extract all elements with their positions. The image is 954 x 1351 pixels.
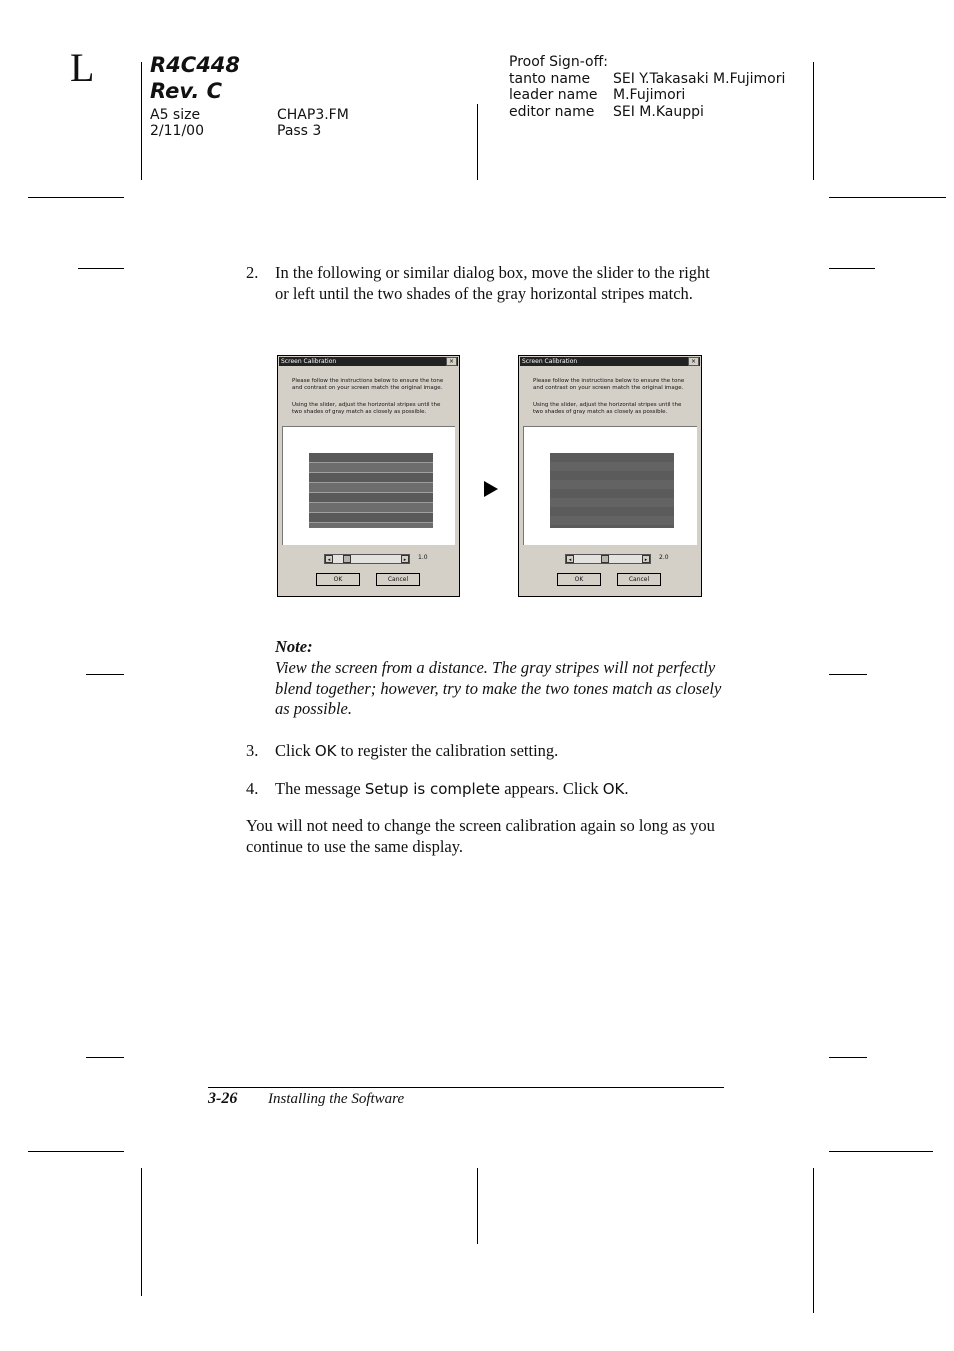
calibration-slider[interactable]	[565, 554, 651, 564]
pass-label: Pass 3	[277, 123, 322, 139]
crop-line	[78, 268, 124, 269]
crop-line	[829, 1057, 867, 1058]
slider-left-arrow-icon[interactable]: ◂	[566, 555, 574, 563]
crop-line	[28, 197, 124, 198]
product-code: R4C448	[150, 53, 241, 77]
crop-line	[141, 1168, 142, 1296]
page-side-mark: L	[70, 45, 95, 90]
crop-line	[477, 104, 478, 180]
cancel-button[interactable]: Cancel	[376, 573, 420, 586]
text-run: Click	[275, 741, 315, 760]
signoff-label: tanto name	[509, 71, 591, 87]
calibration-slider[interactable]	[324, 554, 410, 564]
signoff-title: Proof Sign-off:	[509, 54, 608, 70]
crop-line	[28, 1151, 124, 1152]
page-number: 3-26	[208, 1090, 238, 1107]
ui-term: OK	[314, 742, 337, 760]
striped-image	[309, 453, 433, 528]
chapter-title: Installing the Software	[268, 1091, 405, 1107]
step-number: 3.	[246, 741, 259, 760]
signoff-value: SEI Y.Takasaki M.Fujimori	[613, 71, 786, 87]
crop-line	[829, 268, 875, 269]
dialog-instruction: Using the slider, adjust the horizontal stripes until the two shades of gray match as closely as possible.	[533, 402, 682, 415]
ok-button[interactable]: OK	[316, 573, 360, 586]
ok-button[interactable]: OK	[557, 573, 601, 586]
calibration-dialog-before	[277, 355, 460, 597]
file-label: CHAP3.FM	[277, 107, 349, 123]
calibration-dialog-after	[518, 355, 702, 597]
crop-line	[829, 1151, 933, 1152]
signoff-value: M.Fujimori	[613, 87, 686, 103]
crop-line	[86, 674, 124, 675]
slider-right-arrow-icon[interactable]: ▸	[401, 555, 409, 563]
dialog-instruction: Please follow the instructions below to ensure the tone and contrast on your screen match the original image.	[292, 378, 444, 391]
slider-right-arrow-icon[interactable]: ▸	[642, 555, 650, 563]
footer-rule	[208, 1087, 724, 1088]
step-text	[275, 779, 725, 800]
dialog-title: Screen Calibration	[279, 357, 458, 366]
text-run: The message	[275, 779, 365, 798]
dialog-instruction: Please follow the instructions below to ensure the tone and contrast on your screen match the original image.	[533, 378, 685, 391]
revision: Rev. C	[150, 79, 223, 103]
ui-term: Setup is complete	[364, 780, 501, 798]
size-label: A5 size	[150, 107, 201, 123]
note-text: View the screen from a distance. The gray stripes will not perfectly blend together; however, try to make the two tones match as closely as possible.	[275, 658, 722, 718]
signoff-label: editor name	[509, 104, 595, 120]
text-run: .	[624, 779, 629, 798]
signoff-value: SEI M.Kauppi	[613, 104, 704, 120]
signoff-label: leader name	[509, 87, 598, 103]
step-text	[275, 741, 725, 762]
dialog-title: Screen Calibration	[520, 357, 700, 366]
preview-pane	[282, 426, 455, 545]
cancel-button[interactable]: Cancel	[617, 573, 661, 586]
crop-line	[141, 62, 142, 180]
matched-image	[550, 453, 674, 528]
crop-line	[86, 1057, 124, 1058]
closing-paragraph: You will not need to change the screen calibration again so long as you continue to use the same display.	[246, 816, 715, 856]
note-title: Note:	[275, 637, 313, 656]
crop-line	[813, 62, 814, 180]
dialog-instruction: Using the slider, adjust the horizontal stripes until the two shades of gray match as closely as possible.	[292, 402, 441, 415]
play-arrow-icon	[484, 481, 498, 497]
step-text: In the following or similar dialog box, move the slider to the right or left until the two shades of the gray horizontal stripes match.	[275, 263, 710, 303]
step-number: 4.	[246, 779, 259, 798]
slider-value: 2.0	[659, 554, 669, 561]
crop-line	[829, 674, 867, 675]
crop-line	[829, 197, 946, 198]
slider-value: 1.0	[418, 554, 428, 561]
close-icon[interactable]: ×	[688, 357, 699, 366]
text-run: to register the calibration setting.	[336, 741, 559, 760]
slider-left-arrow-icon[interactable]: ◂	[325, 555, 333, 563]
slider-thumb[interactable]	[343, 555, 351, 563]
ui-term: OK	[602, 780, 625, 798]
close-icon[interactable]: ×	[446, 357, 457, 366]
date-label: 2/11/00	[150, 123, 204, 139]
crop-line	[477, 1168, 478, 1244]
preview-pane	[523, 426, 697, 545]
slider-thumb[interactable]	[601, 555, 609, 563]
step-number: 2.	[246, 263, 259, 282]
crop-line	[813, 1168, 814, 1313]
text-run: appears. Click	[500, 779, 603, 798]
